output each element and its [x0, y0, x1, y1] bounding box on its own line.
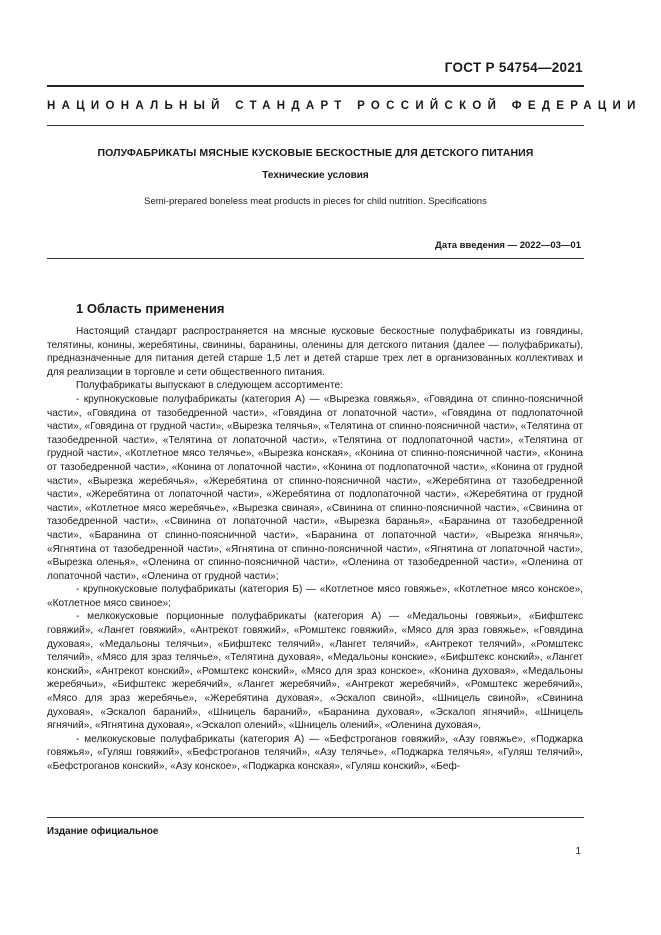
- english-title: Semi-prepared boneless meat products in pieces for child nutrition. Specifications: [144, 196, 487, 207]
- national-standard-line: НАЦИОНАЛЬНЫЙ СТАНДАРТ РОССИЙСКОЙ ФЕДЕРАЦИИ: [47, 100, 642, 112]
- scope-paragraph: Настоящий стандарт распространяется на мясные кусковые бескостные полуфабрикаты из говядины, телятины, конины, жеребятины, свинины, баранины, оленины для детского питания (далее — полуфабрикаты), предназначенные для питания детей старше 1,5 лет и детей старше трех лет в организованных коллективах и для реализации в торговле и сети общественного питания.: [47, 326, 583, 378]
- section-heading: 1 Область применения: [76, 301, 225, 316]
- title-rule: [47, 125, 584, 126]
- date-rule: [47, 258, 584, 259]
- footer-rule: [47, 817, 584, 818]
- document-code: ГОСТ Р 54754—2021: [444, 60, 583, 75]
- document-subtitle: Технические условия: [262, 170, 369, 181]
- assortment-portion-pieces-a: - мелкокусковые порционные полуфабрикаты (категория А) — «Медальоны говяжьи», «Бифштекс говяжий», «Лангет говяжий», «Антрекот говяжий», «Ромштекс говяжий», «Мясо для зраз говяжье», «Говядина духовая», «Медальоны телячьи», «Бифштекс телячий», «Лангет телячий», «Антрекот телячий», «Ромштекс телячий», «Мясо для зраз телячье», «Телятина духовая», «Медальоны конские», «Бифштекс конский», «Лангет конский», «Антрекот конский», «Ромштекс конский», «Мясо для зраз конское», «Конина духовая», «Медальоны жеребячьи», «Бифштекс жеребячий», «Лангет жеребячий», «Антрекот жеребячий», «Ромштекс жеребячий», «Мясо для зраз жеребячье», «Жеребятина духовая», «Эскалоп свиной», «Шницель свиной», «Свинина духовая», «Эскалоп бараний», «Шницель бараний», «Баранина духовая», «Эскалоп ягнячий», «Шницель ягнячий», «Ягнятина духовая», «Эскалоп олений», «Шницель олений», «Оленина духовая»,: [47, 611, 583, 732]
- document-title: ПОЛУФАБРИКАТЫ МЯСНЫЕ КУСКОВЫЕ БЕСКОСТНЫЕ ДЛЯ ДЕТСКОГО ПИТАНИЯ: [97, 147, 534, 159]
- assortment-intro: Полуфабрикаты выпускают в следующем ассортименте:: [76, 380, 343, 392]
- section-body: [47, 325, 583, 774]
- assortment-large-pieces-a: - крупнокусковые полуфабрикаты (категория А) — «Вырезка говяжья», «Говядина от спинно-поясничной части», «Говядина от тазобедренной части», «Говядина от лопаточной части», «Говядина от подлопаточной части», «Говядина от грудной части», «Вырезка телячья», «Телятина от спинно-поясничной части», «Телятина от тазобедренной части», «Телятина от лопаточной части», «Телятина от подлопаточной части», «Телятина от грудной части», «Котлетное мясо телячье», «Вырезка конская», «Конина от спинно-поясничной части», «Конина от тазобедренной части», «Конина от лопаточной части», «Конина от подлопаточной части», «Конина от грудной части», «Вырезка жеребячья», «Жеребятина от спинно-поясничной части», «Жеребятина от тазобедренной части», «Жеребятина от лопаточной части», «Жеребятина от подлопаточной части», «Жеребятина от грудной части», «Котлетное мясо жеребячье», «Вырезка свиная», «Свинина от спинно-поясничной части», «Свинина от тазобедренной части», «Свинина от лопаточной части», «Вырезка баранья», «Баранина от тазобедренной части», «Баранина от спинно-поясничной части», «Баранина от лопаточной части», «Вырезка ягнячья», «Ягнятина от тазобедренной части», «Ягнятина от спинно-поясничной части», «Ягнятина от лопаточной части», «Вырезка оленья», «Оленина от спинно-поясничной части», «Оленина от тазобедренной части», «Оленина от лопаточной части», «Оленина от грудной части»;: [47, 393, 583, 582]
- page-number: 1: [575, 846, 581, 857]
- assortment-small-pieces-a: - мелкокусковые полуфабрикаты (категория А) — «Бефстроганов говяжий», «Азу говяжье», «Поджарка говяжья», «Гуляш говяжий», «Бефстроганов телячий», «Азу телячье», «Поджарка телячья», «Гуляш телячий», «Бефстроганов конский», «Азу конское», «Поджарка конская», «Гуляш конский», «Беф-: [47, 733, 583, 772]
- header-rule: [47, 85, 584, 87]
- assortment-large-pieces-b: - крупнокусковые полуфабрикаты (категория Б) — «Котлетное мясо говяжье», «Котлетное мясо конское», «Котлетное мясо свиное»;: [47, 584, 583, 609]
- introduction-date: Дата введения — 2022—03—01: [435, 240, 581, 251]
- official-edition-label: Издание официальное: [47, 826, 159, 837]
